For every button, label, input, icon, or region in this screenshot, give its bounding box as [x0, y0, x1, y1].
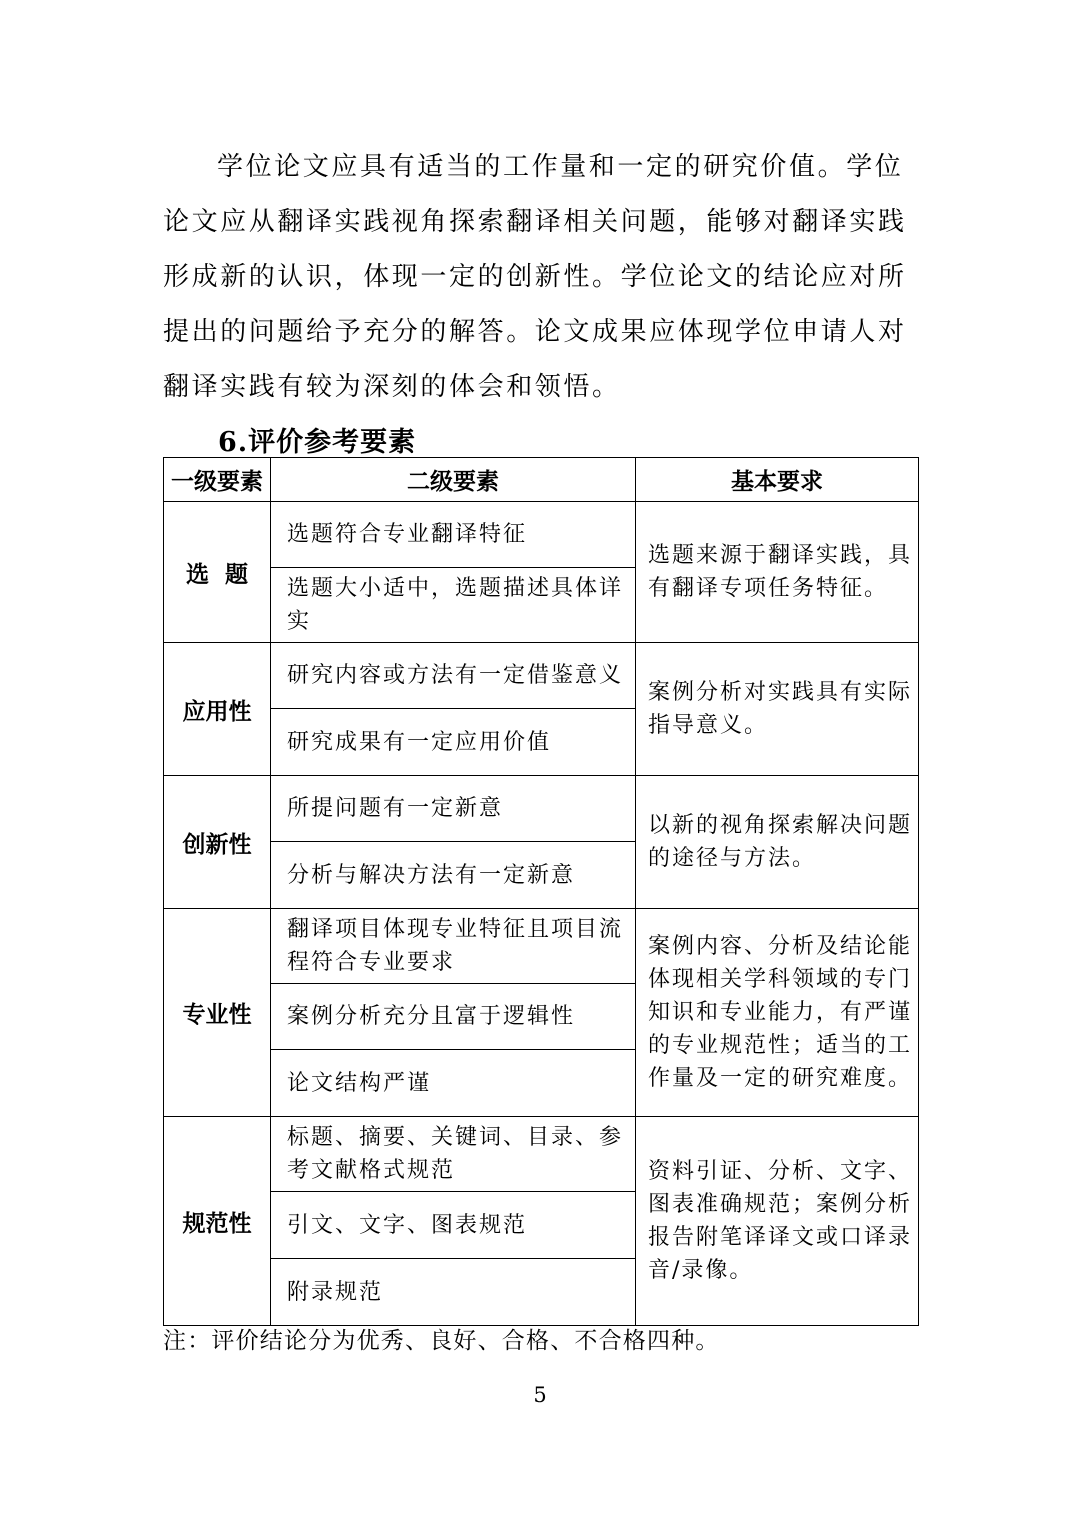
table-row [164, 776, 919, 842]
level2-cell: 引文、文字、图表规范 [271, 1192, 636, 1259]
table-note: 注：评价结论分为优秀、良好、合格、不合格四种。 [163, 1328, 720, 1354]
level2-cell: 选题符合专业翻译特征 [271, 502, 636, 568]
page-number: 5 [533, 1383, 547, 1407]
level2-cell: 研究内容或方法有一定借鉴意义 [271, 643, 636, 709]
requirement-cell: 案例分析对实践具有实际指导意义。 [636, 643, 919, 776]
header-requirement: 基本要求 [636, 458, 919, 502]
table-header-row [164, 458, 919, 502]
level2-cell: 标题、摘要、关键词、目录、参考文献格式规范 [271, 1117, 636, 1192]
paragraph-line: 论文应从翻译实践视角探索翻译相关问题，能够对翻译实践 [163, 207, 907, 237]
level2-cell: 附录规范 [271, 1259, 636, 1326]
evaluation-table [163, 457, 919, 1326]
paragraph-line: 翻译实践有较为深刻的体会和领悟。 [163, 372, 621, 402]
header-level2: 二级要素 [271, 458, 636, 502]
table-row [164, 1117, 919, 1192]
level1-cell: 专业性 [164, 909, 271, 1117]
table-row [164, 643, 919, 709]
section-title: 6.评价参考要素 [218, 427, 417, 458]
level2-cell: 论文结构严谨 [271, 1050, 636, 1117]
table-row [164, 502, 919, 568]
level1-cell: 创新性 [164, 776, 271, 909]
requirement-cell: 资料引证、分析、文字、图表准确规范；案例分析报告附笔译译文或口译录音/录像。 [636, 1117, 919, 1326]
level2-cell: 选题大小适中，选题描述具体详实 [271, 568, 636, 643]
requirement-cell: 选题来源于翻译实践，具有翻译专项任务特征。 [636, 502, 919, 643]
paragraph-line: 提出的问题给予充分的解答。论文成果应体现学位申请人对 [163, 317, 907, 347]
level1-cell: 规范性 [164, 1117, 271, 1326]
level2-cell: 翻译项目体现专业特征且项目流程符合专业要求 [271, 909, 636, 984]
level2-cell: 所提问题有一定新意 [271, 776, 636, 842]
level2-cell: 研究成果有一定应用价值 [271, 709, 636, 776]
level2-cell: 分析与解决方法有一定新意 [271, 842, 636, 909]
level1-cell: 应用性 [164, 643, 271, 776]
level1-cell: 选 题 [164, 502, 271, 643]
table-row [164, 909, 919, 984]
requirement-cell: 案例内容、分析及结论能体现相关学科领域的专门知识和专业能力，有严谨的专业规范性；适当的工作量及一定的研究难度。 [636, 909, 919, 1117]
paragraph-line: 形成新的认识，体现一定的创新性。学位论文的结论应对所 [163, 262, 907, 292]
level2-cell: 案例分析充分且富于逻辑性 [271, 984, 636, 1050]
requirement-cell: 以新的视角探索解决问题的途径与方法。 [636, 776, 919, 909]
paragraph-line: 学位论文应具有适当的工作量和一定的研究价值。学位 [217, 152, 904, 182]
body-paragraph [163, 140, 923, 415]
header-level1: 一级要素 [164, 458, 271, 502]
